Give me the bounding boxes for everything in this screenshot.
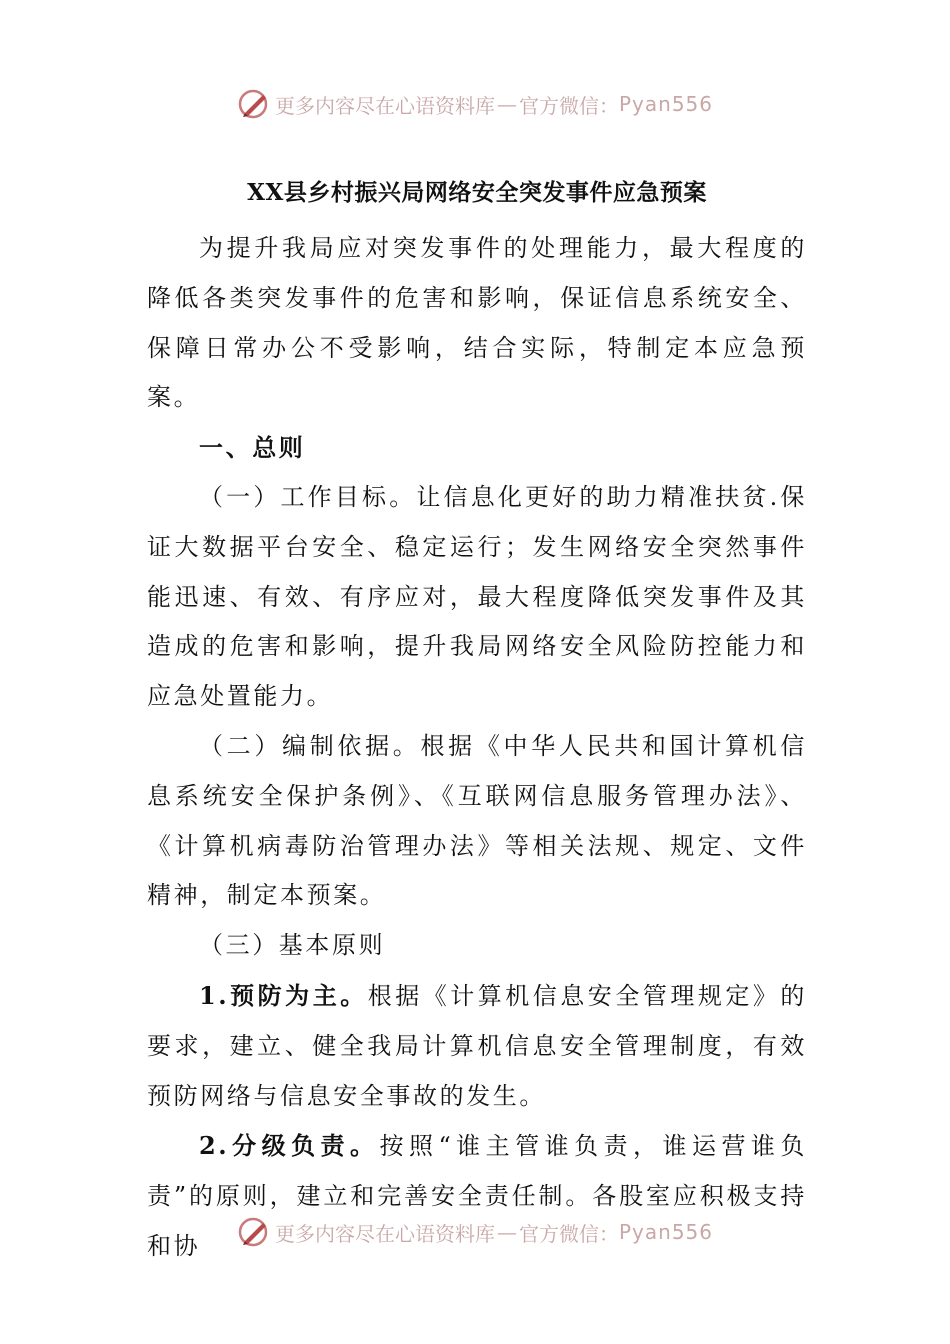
pen-logo-icon (237, 87, 271, 121)
principle-2-title: 2.分级负责。 (199, 1131, 380, 1161)
watermark-wechat-id: Pyan556 (618, 1220, 713, 1244)
watermark-wechat-id: Pyan556 (618, 92, 713, 116)
watermark-label: 官方微信： (518, 93, 619, 118)
paragraph-principles-heading: （三）基本原则 (199, 931, 386, 960)
watermark-separator: — (496, 1220, 517, 1244)
watermark-label: 官方微信： (518, 1221, 619, 1246)
watermark-banner-bottom (0, 1212, 950, 1252)
principle-2-text: 按照“谁主管谁负责，谁运营谁负责”的原则，建立和完善安全责任制。各股室应积极支持和协 (147, 1132, 807, 1260)
watermark-separator: — (496, 92, 517, 116)
paragraph-principle-1 (147, 971, 807, 1121)
document-title: XX县乡村振兴局网络安全突发事件应急预案 (247, 179, 707, 206)
section-heading-general: 一、总则 (199, 433, 306, 463)
intro-paragraph: 为提升我局应对突发事件的处理能力，最大程度的降低各类突发事件的危害和影响，保证信息系统安全、保障日常办公不受影响，结合实际，特制定本应急预案。 (147, 234, 807, 412)
principle-1-title: 1.预防为主。 (199, 980, 368, 1010)
paragraph-work-goal: （一）工作目标。让信息化更好的助力精准扶贫.保证大数据平台安全、稳定运行；发生网络安全突然事件能迅速、有效、有序应对，最大程度降低突发事件及其造成的危害和影响，提升我局网络安全风险防控能力和应急处置能力。 (147, 482, 807, 711)
watermark-banner-top (0, 84, 950, 124)
watermark-text: 更多内容尽在心语资料库 (274, 1221, 495, 1246)
pen-logo-icon (237, 1215, 271, 1249)
paragraph-basis: （二）编制依据。根据《中华人民共和国计算机信息系统安全保护条例》、《互联网信息服务管理办法》、《计算机病毒防治管理办法》等相关法规、规定、文件精神，制定本预案。 (147, 731, 807, 910)
watermark-text: 更多内容尽在心语资料库 (274, 93, 495, 118)
document-body (147, 168, 807, 1272)
principle-1-text: 根据《计算机信息安全管理规定》的要求，建立、健全我局计算机信息安全管理制度，有效预防网络与信息安全事故的发生。 (147, 981, 807, 1110)
